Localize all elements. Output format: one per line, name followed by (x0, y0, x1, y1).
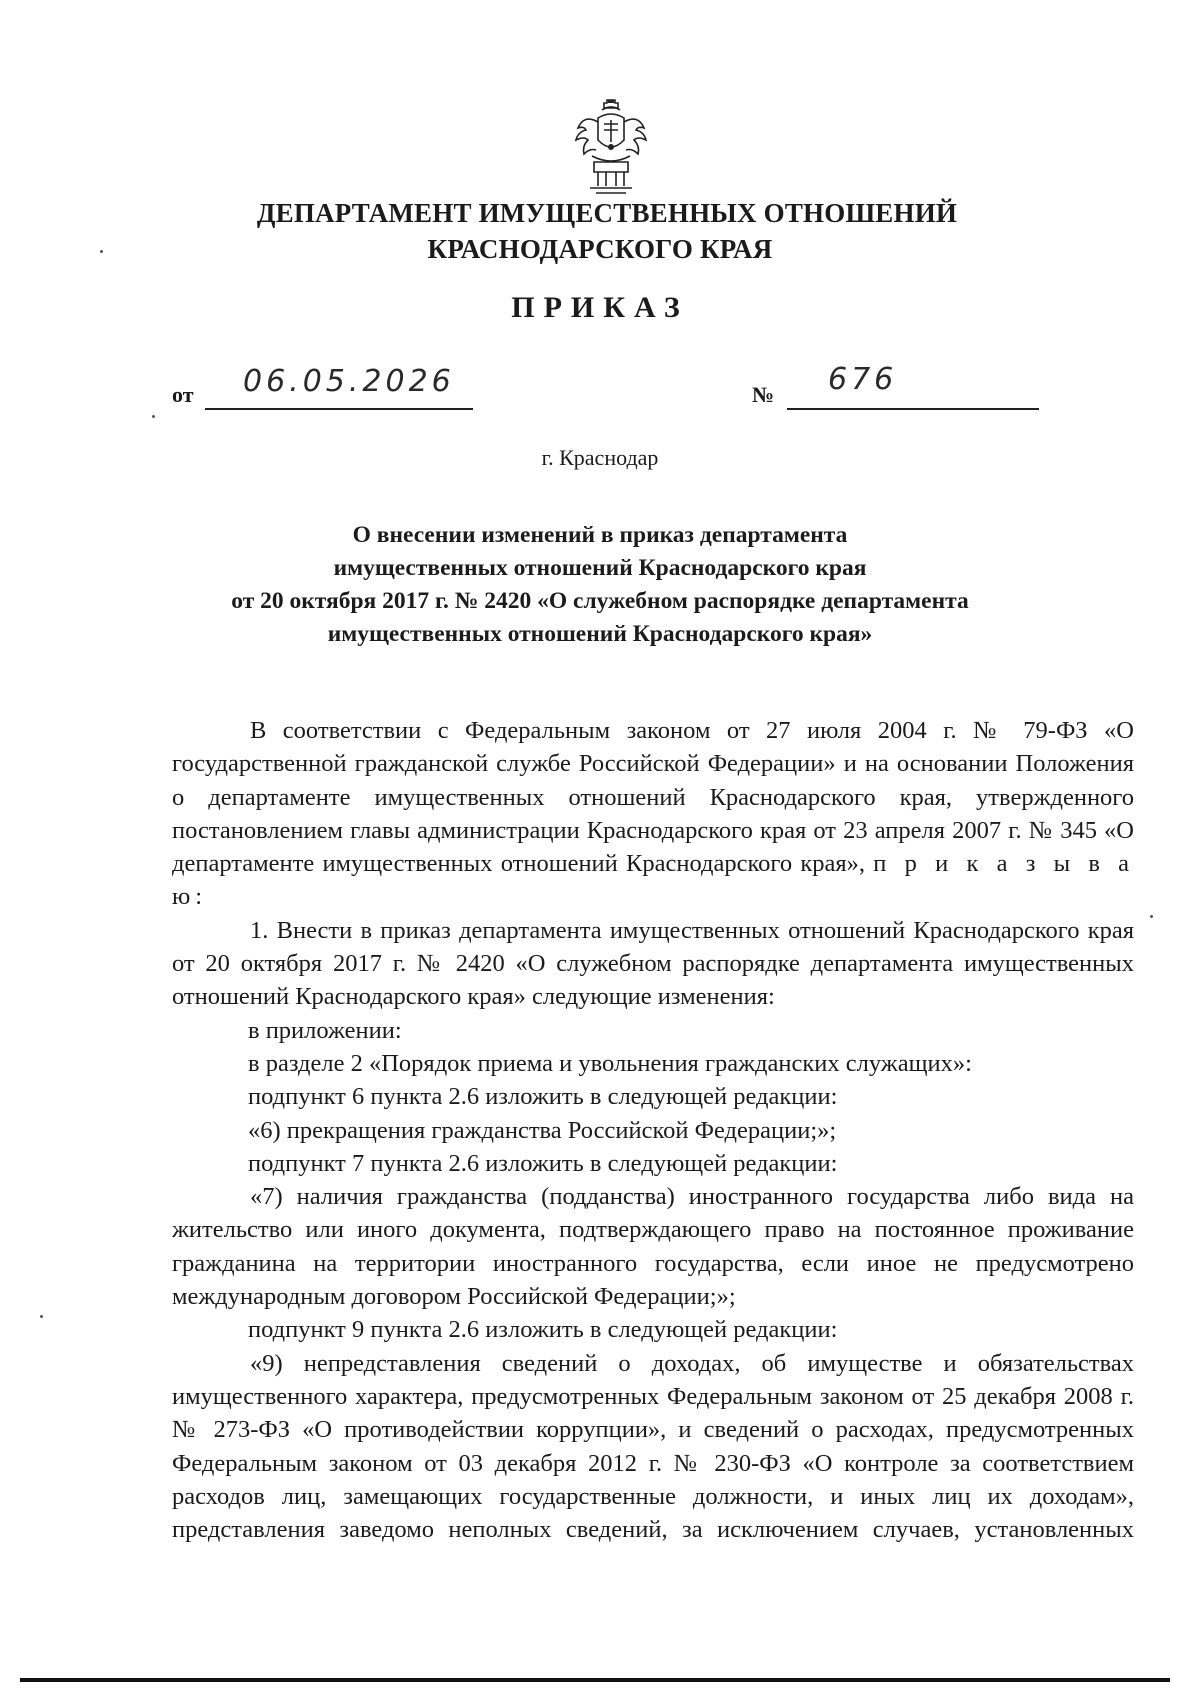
org-name-line1: ДЕПАРТАМЕНТ ИМУЩЕСТВЕННЫХ ОТНОШЕНИЙ (256, 198, 958, 228)
title-line2: имущественных отношений Краснодарского края (333, 555, 867, 581)
title-line3: от 20 октября 2017 г. № 2420 «О служебном распорядке департамента (231, 588, 969, 614)
scan-speck (40, 1315, 43, 1318)
document-body (172, 714, 1134, 1546)
subline-subparagraph-7: подпункт 7 пункта 2.6 изложить в следующей редакции: (248, 1149, 838, 1177)
date-label: от (172, 382, 194, 407)
document-title (0, 519, 1200, 651)
document-type-heading: ПРИКАЗ (511, 291, 689, 324)
subline-appendix: в приложении: (248, 1016, 402, 1044)
org-name-line2: КРАСНОДАРСКОГО КРАЯ (427, 234, 773, 264)
preamble-text: В соответствии с Федеральным законом от 27 июля 2004 г. № 79-ФЗ «О государственной гражданской службе Российской Федерации» и на основании Положения о департаменте имущественных отношений Краснодарского края, утвержденного постановлением главы администрации Краснодарского края от 23 апреля 2007 г. № 345 «О департаменте имущественных отношений Краснодарского края», (172, 717, 1134, 878)
number-underline (787, 378, 1039, 410)
scan-speck (100, 250, 103, 253)
krasnodar-coat-of-arms-emblem (568, 98, 654, 198)
title-line1: О внесении изменений в приказ департамента (352, 522, 848, 548)
scan-speck (152, 415, 155, 418)
subline-subparagraph-9: подпункт 9 пункта 2.6 изложить в следующей редакции: (248, 1316, 838, 1344)
subline-subparagraph-6: подпункт 6 пункта 2.6 изложить в следующей редакции: (248, 1083, 838, 1111)
preamble-paragraph (172, 714, 1134, 914)
handwritten-date: 06.05.2026 (243, 364, 455, 399)
subparagraph-7-text: «7) наличия гражданства (подданства) иностранного государства либо вида на жительство или иного документа, подтверждающего право на постоянное проживание гражданина на территории иностранного государства, если иное не предусмотрено международным договором Российской Федерации;»; (172, 1183, 1134, 1311)
number-label: № (752, 382, 775, 407)
handwritten-number: 676 (828, 362, 898, 397)
subline-section-2: в разделе 2 «Порядок приема и увольнения гражданских служащих»: (248, 1049, 972, 1077)
order-word: п р и к а з ы в а ю: (172, 850, 1135, 911)
scan-speck (1150, 915, 1153, 918)
city: г. Краснодар (541, 445, 659, 470)
scan-bottom-edge (20, 1678, 1170, 1682)
subline-subparagraph-6-text: «6) прекращения гражданства Российской Федерации;»; (248, 1116, 837, 1144)
title-line4: имущественных отношений Краснодарского края» (327, 621, 873, 647)
item-1-paragraph: 1. Внести в приказ департамента имущественных отношений Краснодарского края от 20 октября 2017 г. № 2420 «О служебном распорядке департамента имущественных отношений Краснодарского края» следующие изменения: (172, 916, 1134, 1011)
subparagraph-9-text: «9) непредставления сведений о доходах, об имуществе и обязательствах имущественного характера, предусмотренных Федеральным законом от 25 декабря 2008 г. № 273-ФЗ «О противодействии коррупции», и сведений о расходах, предусмотренных Федеральным законом от 03 декабря 2012 г. № 230-ФЗ «О контроле за соответствием расходов лиц, замещающих государственные должности, и иных лиц их доходам», представления заведомо неполных сведений, за исключением случаев, установленных (172, 1349, 1134, 1544)
